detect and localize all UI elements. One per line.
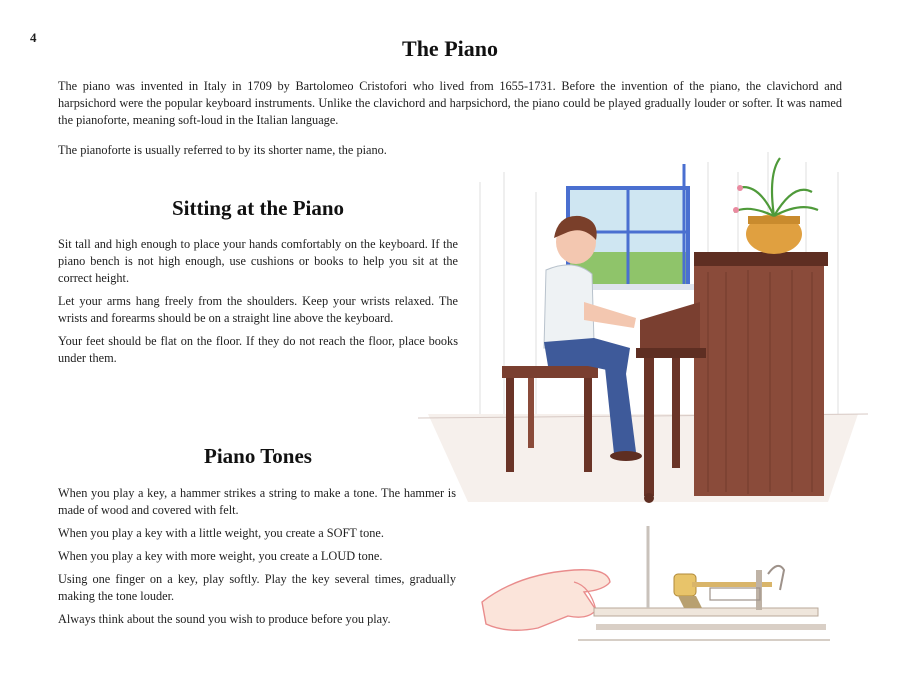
page-title: The Piano <box>402 36 498 61</box>
sitting-heading: Sitting at the Piano <box>171 196 345 220</box>
sitting-section <box>58 236 458 373</box>
boy-at-piano-illustration <box>408 152 876 514</box>
tones-paragraph: Using one finger on a key, play softly. Play the key several times, gradually making the tone louder. <box>58 572 456 603</box>
piano-hammer-mechanism-illustration <box>478 524 838 648</box>
tones-paragraph: When you play a key with a little weight, you create a SOFT tone. <box>58 526 384 540</box>
key-lever <box>578 608 830 640</box>
intro-paragraph-2: The pianoforte is usually referred to by its shorter name, the piano. <box>58 143 387 157</box>
sitting-paragraph: Let your arms hang freely from the shoulders. Keep your wrists relaxed. The wrists and forearms should be on a straight line above the keyboard. <box>58 294 458 325</box>
page-number: 4 <box>30 30 37 45</box>
sitting-paragraph: Your feet should be flat on the floor. If they do not reach the floor, place books under them. <box>58 334 458 365</box>
sitting-paragraph: Sit tall and high enough to place your hands comfortably on the keyboard. If the piano bench is not high enough, use cushions or books to help you sit at the correct height. <box>58 237 458 285</box>
hand <box>482 570 610 631</box>
tones-section <box>58 485 456 634</box>
intro-paragraph-1: The piano was invented in Italy in 1709 by Bartolomeo Cristofori who lived from 1655-1731. Before the invention of the piano, the clavichord and harpsichord were the popular keyboard instruments. Unlike the clavichord and harpsichord, the piano could be played gradually louder or softer. It was named the pianoforte, meaning soft-loud in the Italian language. <box>58 79 842 127</box>
tones-paragraph: When you play a key, a hammer strikes a string to make a tone. The hammer is made of wood and covered with felt. <box>58 486 456 517</box>
potted-plant <box>733 158 818 254</box>
tones-paragraph: Always think about the sound you wish to produce before you play. <box>58 612 391 626</box>
hammer <box>674 566 784 610</box>
tones-heading: Piano Tones <box>204 444 312 468</box>
tones-paragraph: When you play a key with more weight, you create a LOUD tone. <box>58 549 383 563</box>
